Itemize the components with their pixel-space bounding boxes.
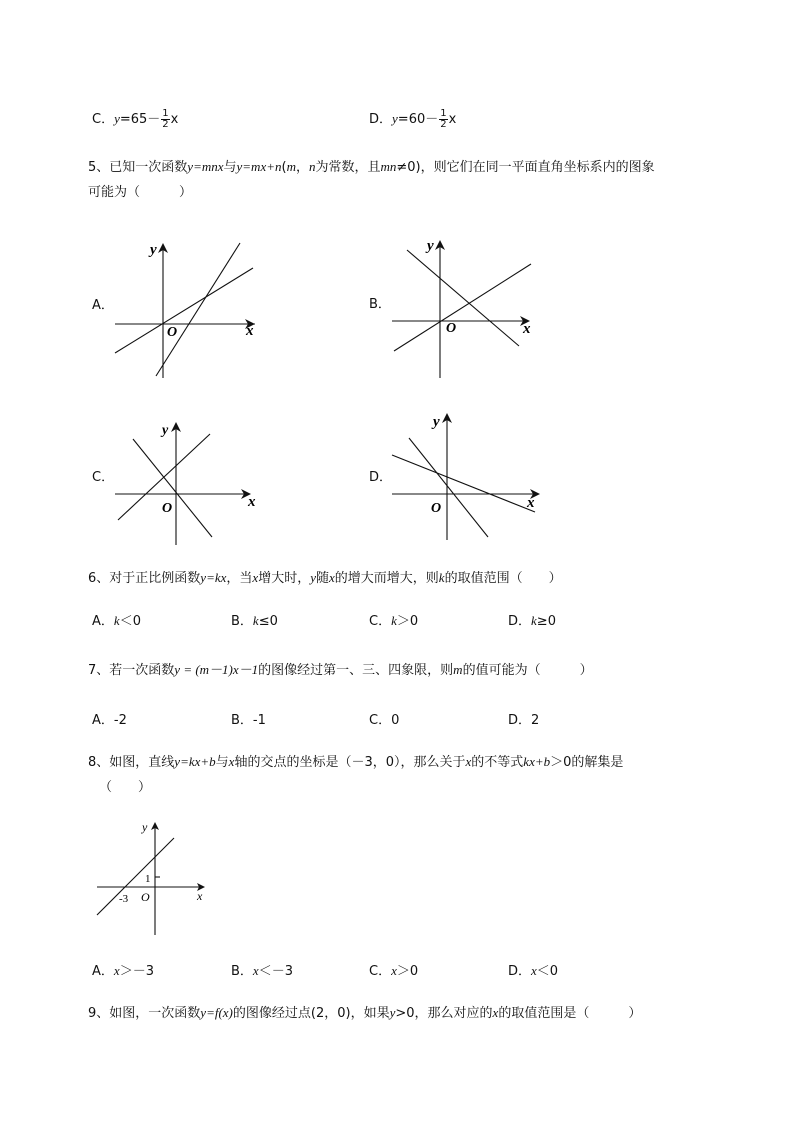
q6-option-c: C．k＞0 — [369, 613, 419, 629]
q6-option-a: A．k＜0 — [92, 613, 141, 629]
origin-label: O — [162, 501, 173, 516]
line — [97, 838, 174, 915]
axis-label-x: x — [246, 323, 254, 339]
origin-label: O — [141, 890, 150, 904]
axis-label-y: y — [162, 423, 169, 438]
q8-option-d: D．x＜0 — [508, 963, 559, 979]
q5-stem-line2: 可能为（ ） — [88, 185, 193, 200]
origin-label: O — [446, 321, 457, 336]
q6-option-b: B．k≤0 — [231, 613, 278, 629]
q8-option-c: C．x＞0 — [369, 963, 419, 979]
fraction: $\frac{1}{2}$ — [440, 108, 447, 130]
q4-option-d: D．y=60－ $\frac{1}{2}$ x — [369, 108, 457, 130]
fraction: $\frac{1}{2}$ — [162, 108, 169, 130]
q8-option-a: A．x＞－3 — [92, 963, 154, 979]
q5-option-c-label: C． — [92, 470, 115, 485]
axis-label-y: y — [433, 414, 440, 430]
origin-label: O — [431, 501, 442, 516]
tick-label-1: 1 — [145, 873, 151, 885]
axis-label-y: y — [427, 238, 434, 254]
q5-option-a-label: A． — [92, 298, 114, 313]
q9-stem: 9、如图，一次函数y=f(x)的图像经过点(2，0)，如果y>0，那么对应的x的取值范围是（ ） — [88, 1005, 642, 1021]
axis-label-y: y — [150, 242, 157, 258]
axis-label-y: y — [142, 820, 148, 834]
tick-label-neg3: -3 — [119, 893, 129, 905]
q8-stem: 8、如图，直线y=kx+b与x轴的交点的坐标是（－3，0），那么关于x的不等式kx+b＞0的解集是 — [88, 754, 624, 770]
axis-label-x: x — [248, 494, 256, 510]
q6-stem: 6、对于正比例函数y=kx，当x增大时，y随x的增大而增大，则k的取值范围（ ） — [88, 570, 562, 586]
q5-stem: 5、已知一次函数y=mnx与y=mx+n(m，n为常数，且mn≠0)，则它们在同一平面直角坐标系内的图象 — [88, 159, 655, 175]
q7-option-a: A．-2 — [92, 713, 127, 728]
q4-option-c: C．y=65－ $\frac{1}{2}$ x — [92, 108, 179, 130]
q5-option-d-label: D． — [369, 470, 393, 485]
q8-stem-line2: （ ） — [99, 780, 152, 795]
q7-stem: 7、若一次函数y = (m－1)x－1的图像经过第一、三、四象限，则m的值可能为（ ） — [88, 662, 593, 678]
axis-label-x: x — [197, 889, 203, 903]
q6-option-d: D．k≥0 — [508, 613, 556, 629]
axis-label-x: x — [527, 495, 535, 511]
q7-option-d: D．2 — [508, 713, 540, 728]
axis-label-x: x — [523, 321, 531, 337]
q8-option-b: B．x＜－3 — [231, 963, 293, 979]
q7-option-b: B．-1 — [231, 713, 266, 728]
q5-option-b-label: B． — [369, 297, 391, 312]
q7-option-c: C．0 — [369, 713, 400, 728]
origin-label: O — [167, 325, 178, 340]
